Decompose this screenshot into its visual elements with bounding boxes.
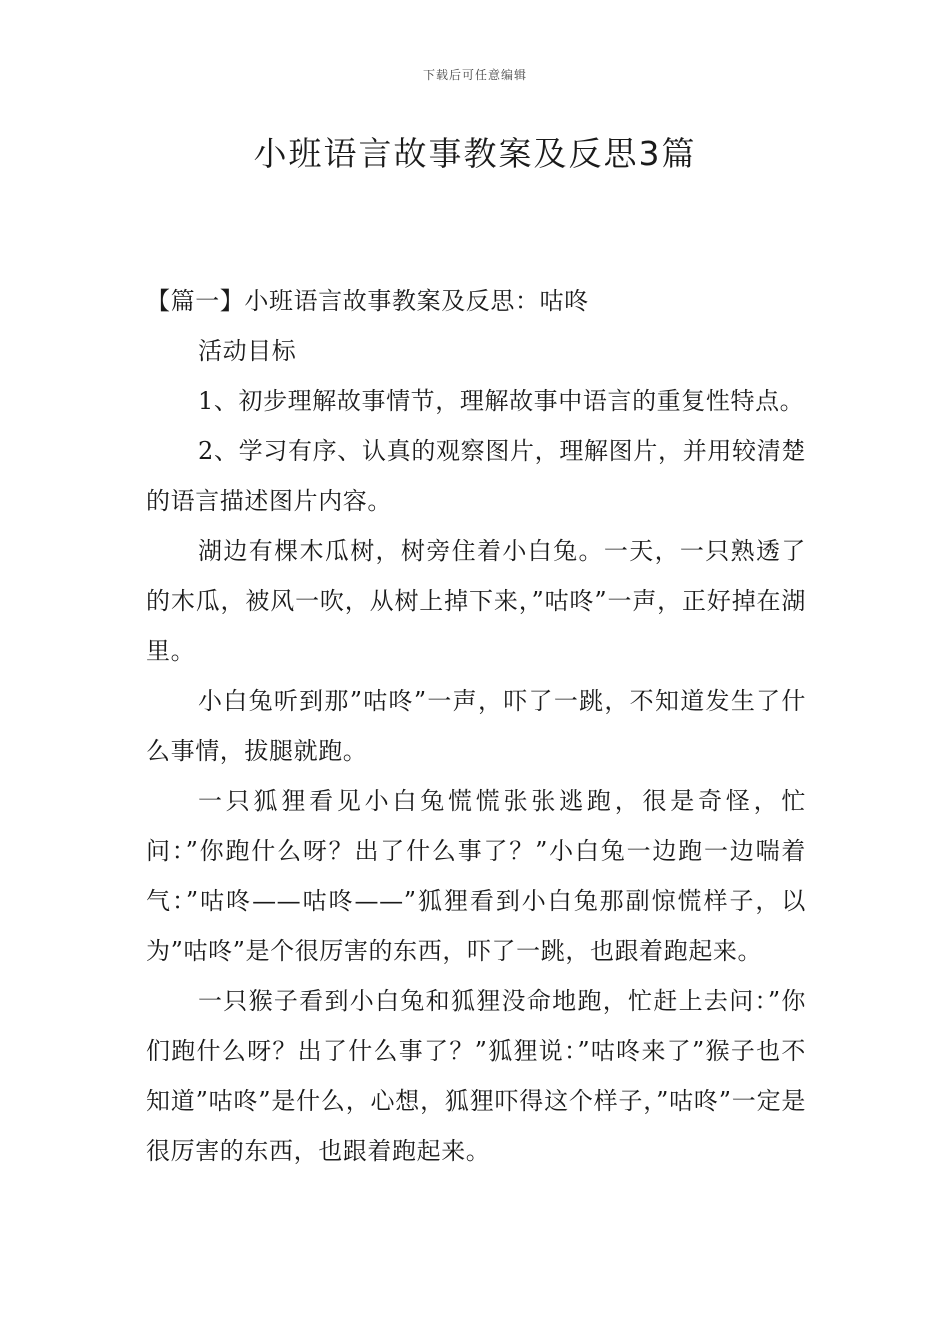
- paragraph-goal-2: 2、学习有序、认真的观察图片，理解图片，并用较清楚的语言描述图片内容。: [146, 437, 806, 515]
- paragraph-story-1: 湖边有棵木瓜树，树旁住着小白兔。一天，一只熟透了的木瓜，被风一吹，从树上掉下来，”咕咚”一声，正好掉在湖里。: [146, 537, 806, 665]
- paragraph-story-4: 一只猴子看到小白兔和狐狸没命地跑，忙赶上去问：”你们跑什么呀？出了什么事了？”狐狸说：”咕咚来了”猴子也不知道”咕咚”是什么，心想，狐狸吓得这个样子，”咕咚”一定是很厉害的东西，也跟着跑起来。: [146, 987, 806, 1165]
- section-heading: 【篇一】小班语言故事教案及反思：咕咚: [146, 287, 589, 315]
- paragraph-activity-goal: 活动目标: [198, 337, 297, 365]
- header-note: 下载后可任意编辑: [422, 68, 527, 82]
- paragraph-story-3: 一只狐狸看见小白兔慌慌张张逃跑，很是奇怪，忙问：”你跑什么呀？出了什么事了？”小白兔一边跑一边喘着气：”咕咚——咕咚——”狐狸看到小白兔那副惊慌样子，以为”咕咚”是个很厉害的东西，吓了一跳，也跟着跑起来。: [146, 787, 806, 965]
- paragraph-story-2: 小白兔听到那”咕咚”一声，吓了一跳，不知道发生了什么事情，拔腿就跑。: [146, 687, 806, 765]
- document-body: [146, 276, 806, 1176]
- document-title: 小班语言故事教案及反思3篇: [253, 134, 697, 173]
- paragraph-goal-1: 1、初步理解故事情节，理解故事中语言的重复性特点。: [198, 387, 805, 415]
